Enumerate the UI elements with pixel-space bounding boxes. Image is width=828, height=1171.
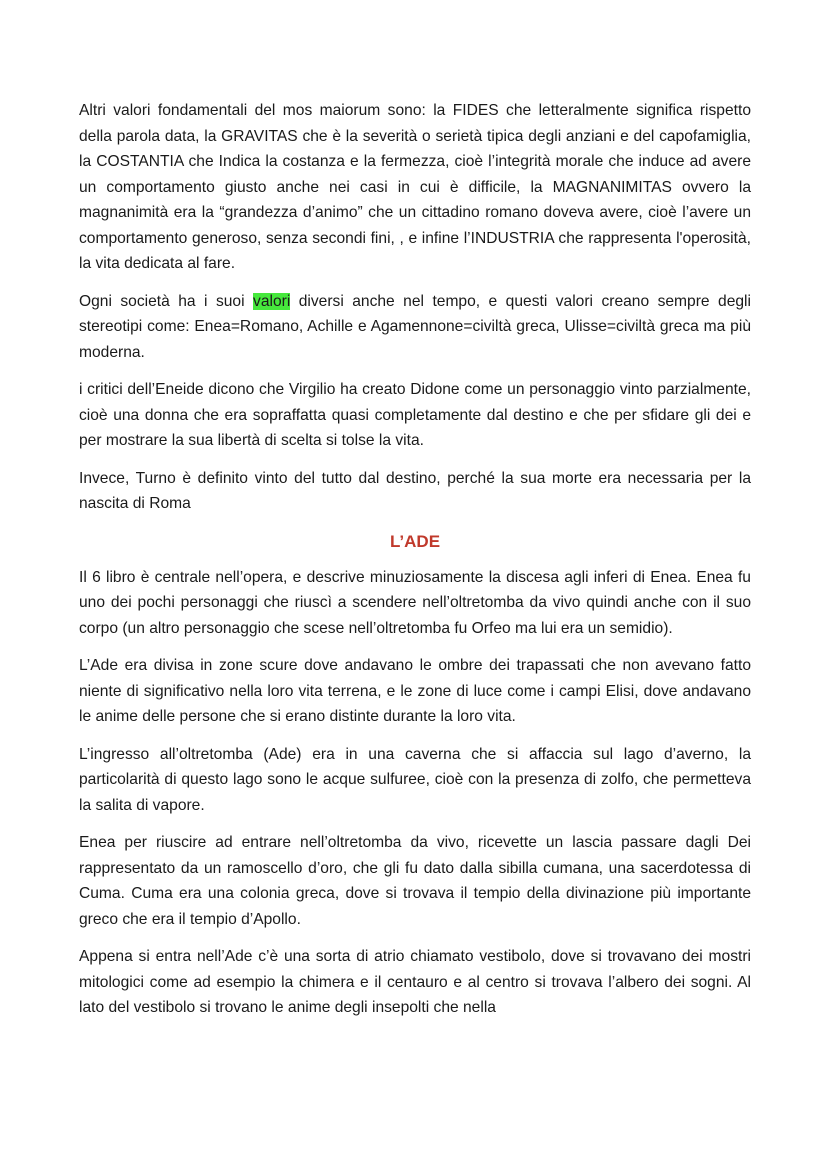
paragraph-valori-before: Ogni società ha i suoi [79,292,254,310]
highlighted-word: valori [253,292,291,310]
paragraph-ramoscello: Enea per riuscire ad entrare nell’oltretomba da vivo, ricevette un lascia passare dagli Dei rappresentato da un ramoscello d’oro, che gli fu dato dalla sibilla cumana, una sacerdotessa di Cuma. Cuma era una colonia greca, dove si trovava il tempio della divinazione più importante greco che era il tempio d’Apollo. [79,834,751,928]
paragraph-valori-after: diversi anche nel tempo, e questi valori creano sempre degli stereotipi come: Enea=Romano, Achille e Agamennone=civiltà greca, Ulisse=civiltà greca ma più moderna. [79,292,751,361]
paragraph-valori [79,289,751,366]
paragraph-vestibolo: Appena si entra nell’Ade c’è una sorta di atrio chiamato vestibolo, dove si trovavano dei mostri mitologici come ad esempio la chimera e il centauro e al centro si trovava l’albero dei sogni. Al lato del vestibolo si trovano le anime degli insepolti che nella [79,948,751,1016]
paragraph-turno: Invece, Turno è definito vinto del tutto dal destino, perché la sua morte era necessaria per la nascita di Roma [79,469,751,512]
paragraph-ingresso: L’ingresso all’oltretomba (Ade) era in una caverna che si affaccia sul lago d’averno, la particolarità di questo lago sono le acque sulfuree, cioè con la presenza di zolfo, che permetteva la salita di vapore. [79,745,751,814]
paragraph-mos-maiorum: Altri valori fondamentali del mos maiorum sono: la FIDES che letteralmente significa rispetto della parola data, la GRAVITAS che è la severità o serietà tipica degli anziani e del capofamiglia, la COSTANTIA che Indica la costanza e la fermezza, cioè l’integrità morale che induce ad avere un comportamento giusto anche nei casi in cui è difficile, la MAGNANIMITAS ovvero la magnanimità era la “grandezza d’animo” che un cittadino romano doveva avere, cioè l’avere un comportamento generoso, senza secondi fini, , e infine l’INDUSTRIA che rappresenta l'operosità, la vita dedicata al fare. [79,102,751,272]
paragraph-libro-6: Il 6 libro è centrale nell’opera, e descrive minuziosamente la discesa agli inferi di Enea. Enea fu uno dei pochi personaggi che riuscì a scendere nell’oltretomba da vivo quindi anche con il suo corpo (un altro personaggio che scese nell’oltretomba fu Orfeo ma lui era un semidio). [79,568,751,637]
document-body [79,98,751,1033]
section-heading: L’ADE [389,531,441,551]
paragraph-zone-ade: L’Ade era divisa in zone scure dove andavano le ombre dei trapassati che non avevano fatto niente di significativo nella loro vita terrena, e le zone di luce come i campi Elisi, dove andavano le anime delle persone che si erano distinte durante la loro vita. [79,657,751,725]
paragraph-didone: i critici dell’Eneide dicono che Virgilio ha creato Didone come un personaggio vinto parzialmente, cioè una donna che era sopraffatta quasi completamente dal destino e che per sfidare gli dei e per mostrare la sua libertà di scelta si tolse la vita. [79,381,751,449]
